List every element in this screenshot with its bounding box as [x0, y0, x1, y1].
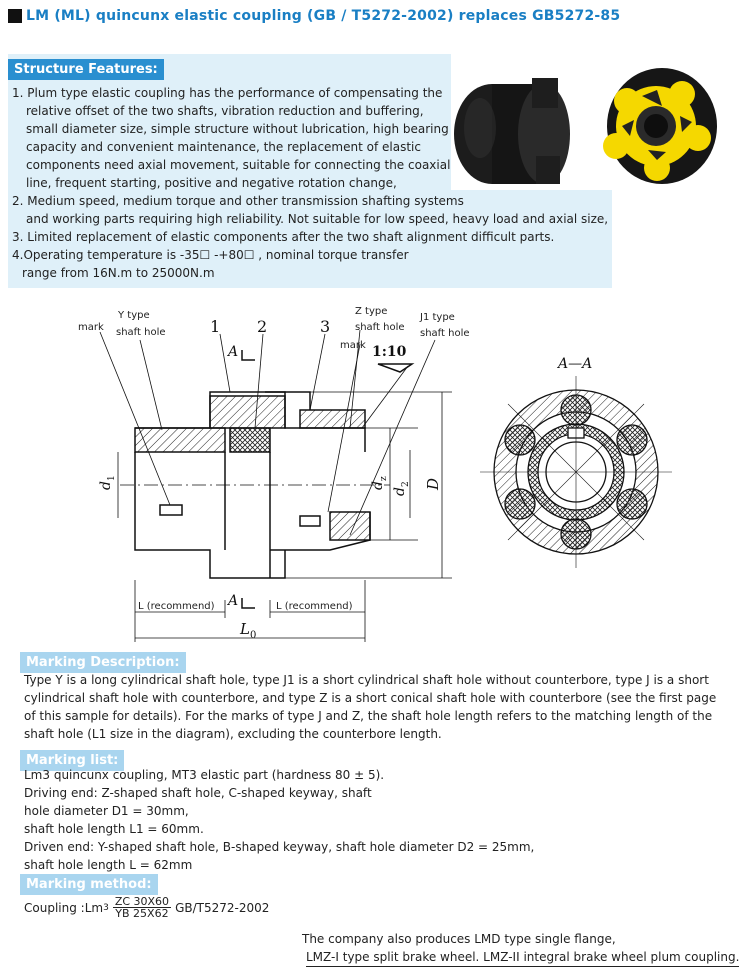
- structure-line: relative offset of the two shafts, vibration reduction and buffering,: [26, 104, 424, 118]
- dz-sub: z: [379, 476, 389, 481]
- y-shaft-hole-label: shaft hole: [116, 327, 166, 338]
- d1-label: d: [98, 481, 114, 490]
- side-view-labels: [78, 306, 470, 641]
- structure-line: components need axial movement, suitable for connecting the coaxial: [26, 158, 451, 172]
- list-line: hole diameter D1 = 30mm,: [24, 804, 189, 818]
- formula-denominator: YB 25X62: [115, 907, 169, 920]
- section-a-top: A: [228, 344, 239, 360]
- part-number-2: 2: [257, 317, 268, 336]
- structure-line: line, frequent starting, positive and negative rotation change,: [26, 176, 397, 190]
- structure-line: range from 16N.m to 25000N.m: [22, 266, 215, 280]
- description-line: cylindrical shaft hole with counterbore, and type Z is a short conical shaft hole with counterbore (see the first page: [24, 691, 717, 705]
- structure-line: 2. Medium speed, medium torque and other transmission shafting systems: [12, 194, 464, 208]
- footer-line-1: The company also produces LMD type single flange,: [302, 932, 616, 946]
- part-number-3: 3: [320, 317, 331, 336]
- part-number-1: 1: [210, 317, 221, 336]
- l-left-label: L (recommend): [138, 601, 215, 612]
- mark-left-label: mark: [78, 322, 104, 333]
- description-line: Type Y is a long cylindrical shaft hole, type J1 is a short cylindrical shaft hole without counterbore, type J is a short: [24, 673, 709, 687]
- marking-list-text: [24, 766, 534, 874]
- marking-description-text: [24, 671, 716, 743]
- footer-note: [302, 930, 739, 967]
- l0-label: L: [240, 620, 250, 638]
- d2-sub: 2: [401, 481, 411, 487]
- structure-line: capacity and convenient maintenance, the replacement of elastic: [26, 140, 421, 154]
- page-title: LM (ML) quincunx elastic coupling (GB / T5272-2002) replaces GB5272-85: [26, 8, 621, 24]
- l0-sub: 0: [250, 630, 257, 641]
- list-line: Lm3 quincunx coupling, MT3 elastic part (hardness 80 ± 5).: [24, 768, 385, 782]
- j1-shaft-hole-label: shaft hole: [420, 328, 470, 339]
- structure-line: 1. Plum type elastic coupling has the performance of compensating the: [12, 86, 443, 100]
- mark-right-label: mark: [340, 340, 366, 351]
- taper-ratio: 1:10: [372, 344, 407, 360]
- z-shaft-hole-label: shaft hole: [355, 322, 405, 333]
- structure-header: Structure Features:: [8, 59, 164, 80]
- description-line: of this sample for details). For the marks of type J and Z, the shaft hole length refers to the matching length of the: [24, 709, 713, 723]
- formula-prefix: Coupling :Lm: [24, 900, 104, 915]
- list-line: Driving end: Z-shaped shaft hole, C-shaped keyway, shaft: [24, 786, 372, 800]
- y-type-label: Y type: [118, 310, 150, 321]
- list-line: Driven end: Y-shaped shaft hole, B-shaped keyway, shaft hole diameter D2 = 25mm,: [24, 840, 535, 854]
- structure-line: and working parts requiring high reliability. Not suitable for low speed, heavy load and axial size,: [26, 212, 609, 226]
- section-aa-label: A—A: [558, 356, 593, 372]
- title-row: [8, 6, 620, 26]
- structure-line: 3. Limited replacement of elastic components after the two shaft alignment difficult parts.: [12, 230, 555, 244]
- side-view: [100, 330, 452, 642]
- section-a-bottom: A: [228, 593, 239, 609]
- z-type-label: Z type: [355, 306, 388, 317]
- right-hub-image: [603, 68, 717, 184]
- marking-formula: [24, 896, 269, 919]
- l-right-label: L (recommend): [276, 601, 353, 612]
- formula-suffix: GB/T5272-2002: [175, 900, 270, 915]
- d2-label: d: [392, 487, 408, 496]
- technical-drawing: [60, 300, 680, 642]
- formula-numerator: ZC 30X60: [114, 895, 170, 908]
- structure-line: 4.Operating temperature is -35☐ -+80☐ , nominal torque transfer: [12, 248, 409, 262]
- d1-sub: 1: [107, 475, 117, 481]
- coupling-product-photo: [452, 56, 722, 196]
- list-line: shaft hole length L1 = 60mm.: [24, 822, 204, 836]
- formula-prefix-sub: 3: [103, 902, 109, 913]
- outer-diameter-label: D: [424, 477, 442, 490]
- section-view: [480, 376, 672, 568]
- left-hub-image: [454, 78, 570, 184]
- marking-list-header: Marking list:: [20, 750, 124, 771]
- j1-type-label: J1 type: [420, 312, 455, 323]
- title-bullet-icon: [8, 9, 22, 23]
- list-line: shaft hole length L = 62mm: [24, 858, 193, 872]
- footer-line-2: LMZ-I type split brake wheel. LMZ-II integral brake wheel plum coupling.: [306, 948, 739, 967]
- description-line: shaft hole (L1 size in the diagram), excluding the counterbore length.: [24, 727, 442, 741]
- marking-description-header: Marking Description:: [20, 652, 186, 673]
- marking-method-header: Marking method:: [20, 874, 158, 895]
- formula-fraction: [113, 896, 171, 919]
- structure-line: small diameter size, simple structure without lubrication, high bearing: [26, 122, 449, 136]
- dz-label: d: [370, 481, 386, 490]
